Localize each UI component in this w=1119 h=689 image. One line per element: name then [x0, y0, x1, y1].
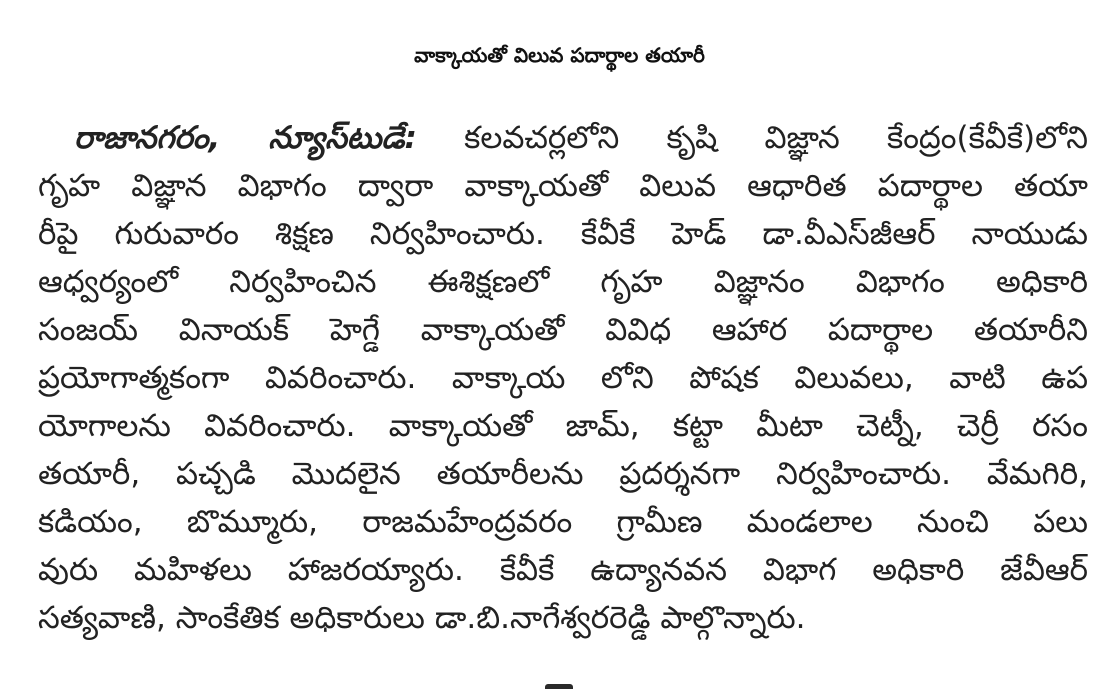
article-line-1-text: కలవచర్లలోని కృషి విజ్ఞాన కేంద్రం(కేవీకే)లోని	[464, 120, 1088, 156]
article-line-5: సంజయ్ వినాయక్ హెగ్డే వాక్కాయతో వివిధ ఆహార పదార్థాల తయారీని	[38, 312, 1088, 348]
article-line-11: సత్యవాణి, సాంకేతిక అధికారులు డా.బి.నాగేశ్వరరెడ్డి పాల్గొన్నారు.	[38, 600, 806, 636]
next-column-glyph-fragment	[545, 684, 573, 689]
article-line-2: గృహ విజ్ఞాన విభాగం ద్వారా వాక్కాయతో విలువ ఆధారిత పదార్థాల తయా	[38, 168, 1088, 204]
article-line-6: ప్రయోగాత్మకంగా వివరించారు. వాక్కాయ లోని పోషక విలువలు, వాటి ఉప	[38, 360, 1088, 396]
article-line-9: కడియం, బొమ్మూరు, రాజమహేంద్రవరం గ్రామీణ మండలాల నుంచి పలు	[38, 504, 1088, 540]
article-body	[38, 114, 1088, 642]
article-line-8: తయారీ, పచ్చడి మొదలైన తయారీలను ప్రదర్శనగా నిర్వహించారు. వేమగిరి,	[38, 456, 1088, 492]
article-line-10: వురు మహిళలు హాజరయ్యారు. కేవీకే ఉద్యానవన విభాగ అధికారి జేవీఆర్	[38, 552, 1088, 588]
article-line-3: రీపై గురువారం శిక్షణ నిర్వహించారు. కేవీకే హెడ్ డా.వీఎస్‌జీఆర్ నాయుడు	[38, 216, 1088, 252]
article-line-7: యోగాలను వివరించారు. వాక్కాయతో జామ్, కట్టా మీటా చెట్నీ, చెర్రీ రసం	[38, 408, 1088, 444]
article-headline: వాక్కాయతో విలువ పదార్థాల తయారీ	[414, 43, 705, 67]
article-dateline: రాజానగరం, న్యూస్‌టుడే:	[74, 120, 417, 156]
article-line-4: ఆధ్వర్యంలో నిర్వహించిన ఈశిక్షణలో గృహ విజ్ఞానం విభాగం అధికారి	[38, 264, 1088, 300]
article-line-1	[38, 114, 1088, 162]
